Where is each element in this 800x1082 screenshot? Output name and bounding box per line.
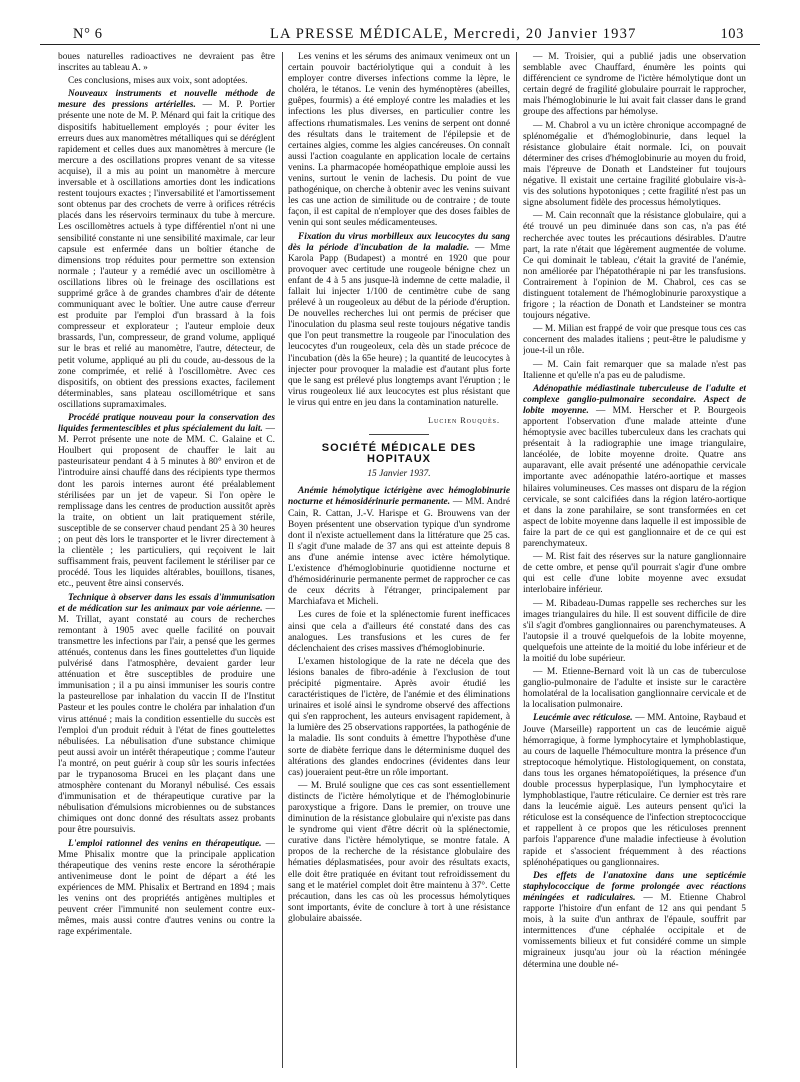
column-divider [516, 52, 517, 1068]
paragraph-text: Les venins et les sérums des animaux venimeux ont un certain pouvoir bactériolytique qui a conduit à les employer contre diverses infections comme la lèpre, le choléra, le tétanos. Le venin des hyménoptères (abeilles, guêpes, fourmis) a été employé contre les maladies et les infections les plus diverses, en particulier contre les affections rhumatismales. Les venins de serpent ont donné des résultats dans le traitement de l'épilepsie et de certaines algies, comme les algies cancéreuses. On connaît aussi l'action coagulante en application locale de certains venins. La pharmacopée homéopathique emploie aussi les venins, surtout le venin de lachesis. Du point de vue pathogénique, on cherche à obtenir avec les venins suivant les cas une action de similitude ou de contraire ; de toute façon, il est capital de n'employer que des doses faibles de venin qui sont seules médicamenteuses. [288, 52, 510, 229]
article-paragraph [58, 593, 275, 837]
paragraph-text: — MM. Antoine, Raybaud et Jouve (Marseille) rapportent un cas de leucémie aiguë hémorragique, à forme lymphocytaire et lymphoblastique, au cours de laquelle l'hémoculture montra la présence d'un streptocoque hémolytique. Histologiquement, on constata, dans tous les organes hématopoïétiques, la présence d'un double processus hyperplasique, l'un lymphocytaire et lymphoblastique, l'autre réticulaire. Ce dernier est très rare dans la leucémie aiguë. Les auteurs pensent qu'ici la réticulose est la conséquence de l'infection streptococcique et rappellent à ce propos que les réticuloses prennent parfois l'apparence d'une maladie infectieuse à évolution rapide et s'associent fréquemment à des réactions splénohépatiques ou ganglionnaires. [523, 713, 746, 868]
paragraph-text: — M. Chabrol a vu un ictère chronique accompagné de splénomégalie et d'hémoglobinurie, dans lequel la résistance globulaire était normale. Ici, on pouvait déterminer des crises d'hémoglobinurie au moyen du froid, mais l'épreuve de Donath et Landsteiner fut toujours négative. Il existait une certaine fragilité globulaire vis-à-vis des solutions hypotoniques ; cette fragilité n'est pas un signe absolument fidèle des processus hémolytiques. [523, 120, 746, 209]
section-title: SOCIÉTÉ MÉDICALE DES HOPITAUX [321, 442, 477, 466]
article-paragraph [523, 360, 746, 382]
column-divider [282, 52, 283, 1068]
article-paragraph [288, 52, 510, 230]
article-heading: Des effets de l'anatoxine dans une septicémie staphylococcique de forme prolongée avec réactions méningées et radiculaires. [523, 870, 746, 903]
article-heading: Leucémie avec réticulose. [533, 713, 633, 724]
article-paragraph [523, 667, 746, 711]
author-signature: Lucien Rouquès. [428, 416, 500, 425]
paragraph-text: — M. Etienne Chabrol rapporte l'histoire d'un enfant de 12 ans qui pendant 5 mois, à la suite d'un anthrax de l'épaule, souffrit par intermittences d'une céphalée occipitale et de vomissements bilieux et fut considéré comme un simple migraineux jusqu'au jour où la réaction méningée détermina une double né- [523, 892, 746, 970]
article-heading: Adénopathie médiastinale tuberculeuse de l'adulte et complexe ganglio-pulmonaire secondaire. Aspect de lobite moyenne. [523, 383, 746, 416]
paragraph-text: — M. Trillat, ayant constaté au cours de recherches remontant à 1905 avec quelle facilité on pouvait transmettre les infections par l'air, a pensé que les germes atténués, contenus dans les fines gouttelettes d'un liquide pulvérisé dans l'atmosphère, devaient garder leur atténuation et être susceptibles de produire une immunisation ; il a pu ainsi immuniser les souris contre la pasteurellose par inhalation du vaccin II de l'Institut Pasteur et les poules contre le choléra par inhalation d'un virus atténué ; mais la condition essentielle du succès est l'emploi d'un produit réduit à l'état de fines gouttelettes nébulisées. La nébulisation d'une substance chimique peut aussi avoir un intérêt thérapeutique ; comme l'auteur l'a montré, on peut guérir à coup sûr les souris infectées par le trypanosoma Brucei en les plaçant dans une atmosphère contenant du Moranyl nébulisé. Ces essais d'immunisation et de thérapeutique curative par la nébulisation d'émulsions microbiennes ou de substances chimiques ont donc donné des résultats assez probants pour être poursuivis. [58, 603, 275, 836]
paragraph-text: — M. Perrot présente une note de MM. C. Galaine et C. Houlbert qui proposent de chauffer le lait au pasteurisateur pendant 4 à 5 minutes à 80° environ et de l'introduire ainsi chauffé dans des récipients type thermos dont les parois internes auront été préalablement stérilisées par un jet de vapeur. Si l'on opère le remplissage dans les centres de production aussitôt après la traite, on obtient un lait pratiquement stérile, susceptible de se conserver chaud pendant 25 à 30 heures ; on peut dès lors le transporter et le livrer directement à la clientèle ; les particuliers, qui reçoivent le lait suffisamment frais, peuvent facilement le stériliser par ce procédé. Tous les liquides altérables, bouillons, tisanes, etc., peuvent être ainsi conservés. [58, 424, 275, 590]
article-heading: Technique à observer dans les essais d'immunisation et de médication sur les animaux par voie aérienne. [58, 592, 275, 614]
article-paragraph [523, 211, 746, 322]
paragraph-text: — Mme Phisalix montre que la principale application thérapeutique des venins reste encore la sérothérapie antivenimeuse dont le point de départ a été les expériences de MM. Phisalix et Bertrand en 1894 ; mais les venins ont des propriétés antigènes multiples et peuvent créer l'immunité non seulement contre eux-mêmes, mais aussi contre d'autres venins ou contre la rage expérimentale. [58, 838, 275, 938]
paragraph-text: Ces conclusions, mises aux voix, sont adoptées. [68, 76, 248, 87]
article-paragraph [523, 324, 746, 357]
paragraph-text: — M. Troisier, qui a publié jadis une observation semblable avec Chauffard, énumère les points qui différencient ce syndrome de l'ictère hémolytique dont un certain degré de fragilité globulaire pourrait le rapprocher, mais l'hémoglobinurie le lui avait fait classer dans le grand groupe des affections par hémolyse. [523, 52, 746, 118]
paragraph-text: L'examen histologique de la rate ne décela que des lésions banales de fibro-adénie à l'exclusion de tout précipité pigmentaire. Après avoir étudié les caractéristiques de l'ictère, de l'anémie et des éliminations urinaires et isolé ainsi le syndrome observé des affections qui s'en rapprochent, les auteurs envisagent rapidement, à la lumière des 25 observations rapportées, la pathogénie de la maladie. Ils sont conduits à émettre l'hypothèse d'une sorte de diabète ferrique dans le déterminisme duquel des altérations des glandes endocrines (évidentes dans leur cas) joueraient peut-être un rôle important. [288, 656, 510, 778]
article-paragraph [58, 89, 275, 411]
article-paragraph [58, 839, 275, 939]
paragraph-text: — MM. Herscher et P. Bourgeois apportent l'observation d'une malade atteinte d'une hémoptysie avec bacilles tuberculeux dans les crachats qui présentait à la radiographie une image triangulaire, lancéolée, de lobite moyenne droite. Quatre ans auparavant, elle avait présenté une adénopathie cervicale importante avec adénopathie latéro-aortique et masses hilaires volumineuses. Ces masses ont disparu de la région cervicale, se sont calcifiées dans la région latéro-aortique et dans la zone parahilaire, se sont transformées en cet aspect de lobite moyenne dans laquelle il est impossible de faire la part de ce qui est ganglionnaire et de ce qui est parenchymateux. [523, 405, 746, 550]
article-paragraph [523, 713, 746, 868]
article-paragraph [288, 781, 510, 925]
article-paragraph [523, 599, 746, 666]
article-paragraph [523, 552, 746, 596]
paragraph-text: Les cures de foie et la splénectomie furent inefficaces ainsi que cela a d'ailleurs été constaté dans des cas analogues. Les transfusions et les cures de fer déclenchaient des crises massives d'hémoglobinurie. [288, 610, 510, 654]
article-paragraph [523, 52, 746, 119]
paragraph-text: — M. Ribadeau-Dumas rappelle ses recherches sur les images triangulaires du hile. Il est souvent difficile de dire s'il s'agit d'ombres ganglionnaires ou parenchymateuses. A l'autopsie il a trouvé quelquefois de la lobite moyenne, quelquefois une atteinte de la moitié du lobe inférieur et de la moitié du lobe supérieur. [523, 598, 746, 664]
article-heading: L'emploi rationnel des venins en thérapeutique. [68, 838, 262, 849]
paragraph-text: — M. Rist fait des réserves sur la nature ganglionnaire de cette ombre, et pense qu'il pourrait s'agir d'une ombre qui est celle d'une lobite moyenne avec exsudat interlobaire inférieur. [523, 552, 746, 596]
article-heading: Procédé pratique nouveau pour la conservation des liquides fermentescibles et plus spécialement du lait. [58, 413, 275, 435]
article-paragraph [288, 610, 510, 654]
article-paragraph [288, 232, 510, 410]
issue-number: N° 6 [73, 26, 103, 42]
article-paragraph [58, 52, 275, 74]
column-right [523, 52, 746, 1074]
section-date: 15 Janvier 1937. [367, 469, 431, 480]
article-heading: Anémie hémolytique ictérigène avec hémoglobinurie nocturne et hémosidérinurie permanente. [288, 486, 510, 508]
article-paragraph [58, 413, 275, 591]
paragraph-text: — M. Milian est frappé de voir que presque tous ces cas concernent des malades italiens ; peut-être le paludisme y joue-t-il un rôle. [523, 324, 746, 357]
article-heading: Nouveaux instruments et nouvelle méthode de mesure des pressions artérielles. [58, 89, 275, 111]
article-paragraph [58, 76, 275, 87]
article-paragraph [523, 121, 746, 210]
column-left [58, 52, 275, 1074]
page-header [40, 18, 760, 45]
article-paragraph [288, 486, 510, 608]
section-separator [369, 434, 429, 435]
paragraph-text: boues naturelles radioactives ne devraient pas être inscrites au tableau A. » [58, 52, 275, 74]
article-heading: Fixation du virus morbilleux aux leucocytes du sang dès la période d'incubation de la maladie. [288, 231, 510, 253]
paragraph-text: — MM. André Cain, R. Cattan, J.-V. Harispe et G. Brouwens van der Boyen présentent une observation typique d'un syndrome dont il n'existe actuellement dans la littérature que 25 cas. Il s'agit d'une malade de 37 ans qui est atteinte depuis 8 ans d'une anémie intense avec ictère hémolytique. L'existence d'hémoglobinurie quotidienne nocturne et d'hémosidérinurie permanente permet de rapprocher ce cas de ceux décrits à l'étranger, principalement par Marchiafava et Micheli. [288, 497, 510, 608]
article-paragraph [288, 657, 510, 779]
paragraph-text: — M. Etienne-Bernard voit là un cas de tuberculose ganglio-pulmonaire de l'adulte et insiste sur le caractère homolatéral de la localisation ganglionnaire cervicale et de la localisation pulmonaire. [523, 667, 746, 711]
article-paragraph [523, 871, 746, 971]
paragraph-text: — M. Cain reconnaît que la résistance globulaire, qui a été trouvé un peu diminuée dans son cas, n'a pas été recherchée avec toutes les précautions désirables. D'autre part, la rate n'était que légèrement augmentée de volume. Ce qui dominait le tableau, c'était la gravité de l'anémie, non améliorée par l'hépatothérapie ni par les transfusions. Contrairement à l'opinion de M. Chabrol, ces cas se distinguent totalement de l'hémoglobinurie paroxystique a frigore ; la réaction de Donath et Landsteiner se montra toujours négative. [523, 211, 746, 322]
paragraph-text: — M. Cain fait remarquer que sa malade n'est pas Italienne et qu'elle n'a pas eu de paludisme. [523, 359, 746, 381]
paragraph-text: — M. P. Portier présente une note de M. P. Ménard qui fait la critique des dispositifs habituellement employés ; pour éviter les erreurs dues aux manomètres métalliques qui se déréglent rapidement et celles dues aux manomètres à mercure (le mercure a des oscillations propres venant de sa vitesse acquise), il a mis au point un manomètre à mercure inversable et à oscillations amorties dont les indications restent toujours exactes ; l'inversabilité et l'amortissement sont obtenus par des crochets de verre à orifices rétrécis placés dans les réservoirs terminaux du tube à mercure. Les oscillomètres actuels à type différentiel n'ont ni une sensibilité constante ni une sensibilité maximale, car leur capsule est enfermée dans un boîtier étanche de dimensions trop réduites pour permettre son extension normale ; l'auteur y a remédié avec un oscillomètre à oscillations libres où le freinage des oscillations est supprimé grâce à de grandes chambres d'air de détente communiquant avec le boîtier. Une autre cause d'erreur est produite par l'emploi d'un brassard à la fois compresseur et explorateur ; l'auteur emploie deux brassards, l'un, compresseur, de grand volume, appliqué sur le bras et relié au manomètre, l'autre, détecteur, de petit volume, appliqué au pli du coude, au-dessous de la zone comprimée, et relié à l'oscillomètre. Avec ces dispositifs, on obtient des pressions exactes, facilement déterminables, sans plateau oscillométrique et sans oscillations supramaximales. [58, 100, 275, 410]
page-number: 103 [720, 26, 744, 42]
article-paragraph [523, 384, 746, 550]
journal-title: LA PRESSE MÉDICALE, Mercredi, 20 Janvier 1937 [270, 26, 637, 42]
column-middle [288, 52, 510, 1074]
paragraph-text: — M. Brulé souligne que ces cas sont essentiellement distincts de l'ictère hémolytique et de l'hémoglobinurie paroxystique a frigore. Dans le premier, on trouve une diminution de la résistance globulaire qui n'existe pas dans le syndrome qui vient d'être décrit où la splénectomie, curative dans l'ictère hémolytique, se montre fatale. A propos de la recherche de la résistance globulaire des hématies déplasmatisées, pour avoir des résultats exacts, elle doit être pratiquée en évitant tout refroidissement du sang et le matériel complet doit être maintenu à 37°. Cette précaution, dans les cas où les processus hémolytiques sont importants, évite de conclure à tort à une résistance globulaire abaissée. [288, 780, 510, 924]
paragraph-text: — Mme Karola Papp (Budapest) a montré en 1920 que pour provoquer avec certitude une rougeole bénigne chez un enfant de 4 à 5 ans jusque-là indemne de cette maladie, il fallait lui injecter 1/100 de centimètre cube de sang prélevé à un rougeoleux au début de la période d'éruption. De nouvelles recherches lui ont permis de préciser que l'inoculation du plasma seul reste toujours négative tandis que l'on peut transmettre la rougeole par l'inoculation des leucocytes d'un rougeoleux, cela dès un stade précoce de l'incubation (dès la 65e heure) ; la quantité de leucocytes à injecter pour provoquer la maladie est d'autant plus forte que le sang est prélevé plus longtemps avant l'éruption ; le virus rougeoleux lié aux leucocytes est plus résistant que le virus qui entre en jeu dans la contamination naturelle. [288, 242, 510, 408]
